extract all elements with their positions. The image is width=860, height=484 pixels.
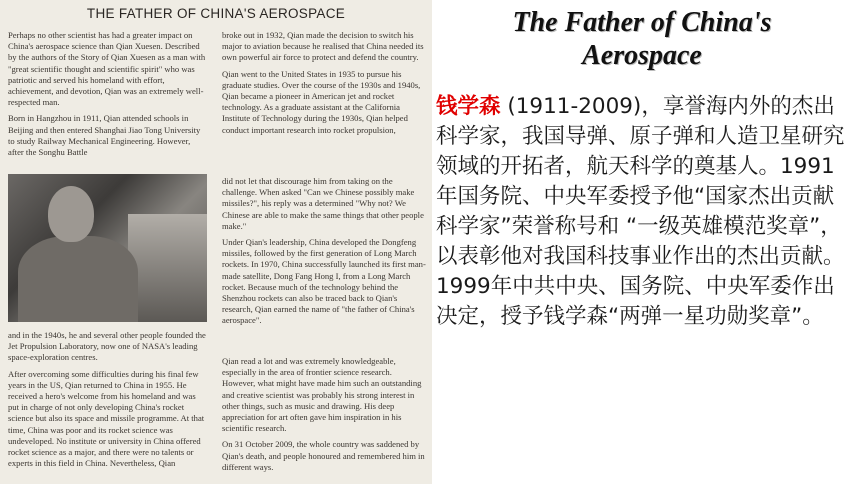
- article-column-1-bottom: [8, 330, 206, 474]
- article-paragraph: Qian went to the United States in 1935 to pursue his graduate studies. Over the course of the 1930s and 1940s, Qian became a pioneer in American jet and rocket technology. As a graduate assistant at the California Institute of Technology during the 1930s, Qian helped conduct important research into rocket propulsion,: [222, 68, 421, 135]
- article-column-1-top: [8, 30, 206, 163]
- person-name: 钱学森: [436, 94, 501, 119]
- slide-body: [436, 92, 850, 332]
- article-paragraph: and in the 1940s, he and several other people founded the Jet Propulsion Laboratory, now one of NASA's leading space-exploration centres.: [8, 330, 206, 363]
- article-paragraph: did not let that discourage him from taking on the challenge. When asked "Can we Chinese possibly make missiles?", his reply was a determined "Why not? We Chinese are able to make the same things that other people make.": [222, 176, 424, 231]
- article-paragraph: Qian read a lot and was extremely knowledgeable, especially in the area of frontier science research. However, what might have made him such an outstanding and creative scientist was probably his strong interest in other things, such as music and drawing. His deep appreciation for art often gave him inspiration in his scientific research.: [222, 356, 422, 434]
- article-column-2-bottom: [222, 356, 427, 478]
- article-paragraph: On 31 October 2009, the whole country was saddened by Qian's death, and people honoured and remembered him in different ways.: [222, 439, 425, 472]
- article-paragraph: After overcoming some difficulties during his final few years in the US, Qian returned to China in 1955. He received a hero's welcome from his homeland and was put in charge of not only developing China's rocket science but also its space and missile programme. At that time, China was poor and its rocket science was undeveloped. No institute or university in China offered rocket science as a major, and there were no talents or experts in this field in China. Nevertheless, Qian: [8, 368, 205, 469]
- article-paragraph: broke out in 1932, Qian made the decision to switch his major to aviation because he realised that China needed its own powerful air force to protect and defend the country.: [222, 30, 424, 63]
- article-title: THE FATHER OF CHINA'S AEROSPACE: [86, 6, 346, 21]
- slide-title: The Father of China's Aerospace: [512, 7, 772, 71]
- article-paragraph: Born in Hangzhou in 1911, Qian attended schools in Beijing and then entered Shanghai Jiao Tong University to study Railway Mechanical Engineering. However, after the Songhu Battle: [8, 113, 201, 158]
- article-paragraph: Perhaps no other scientist has had a greater impact on China's aerospace science than Qian Xuesen. Described by the authors of the Story of Qian Xuesen as a man with "great scientific thought and scientific spirit" who was patriotic and served his homeland with effort, achievement, and devotion, Qian was an extremely well-respected man.: [8, 30, 206, 108]
- article-column-2-top: [222, 30, 427, 141]
- slide-body-text: (1911-2009)，享誉海内外的杰出科学家，我国导弹、原子弹和人造卫星研究领域的开拓者，航天科学的奠基人。1991年国务院、中央军委授予他“国家杰出贡献科学家”荣誉称号和 “一级英雄模范奖章”，以表彰他对我国科技事业作出的杰出贡献。1999年中共中央、国务院、中央军委作出决定，授予钱学森“两弹一星功勋奖章”。: [436, 94, 845, 329]
- article-paragraph: Under Qian's leadership, China developed the Dongfeng missiles, followed by the first generation of Long March rockets. In 1970, China successfully launched its first man-made satellite, Dong Fang Hong I, from a Long March rocket. Because much of the technology behind the Shenzhou rockets can also be traced back to Qian's research, Qian earned the name of "the father of China's aerospace".: [222, 237, 426, 326]
- article-column-2-middle: [222, 176, 427, 332]
- qian-xuesen-photo: [8, 174, 207, 322]
